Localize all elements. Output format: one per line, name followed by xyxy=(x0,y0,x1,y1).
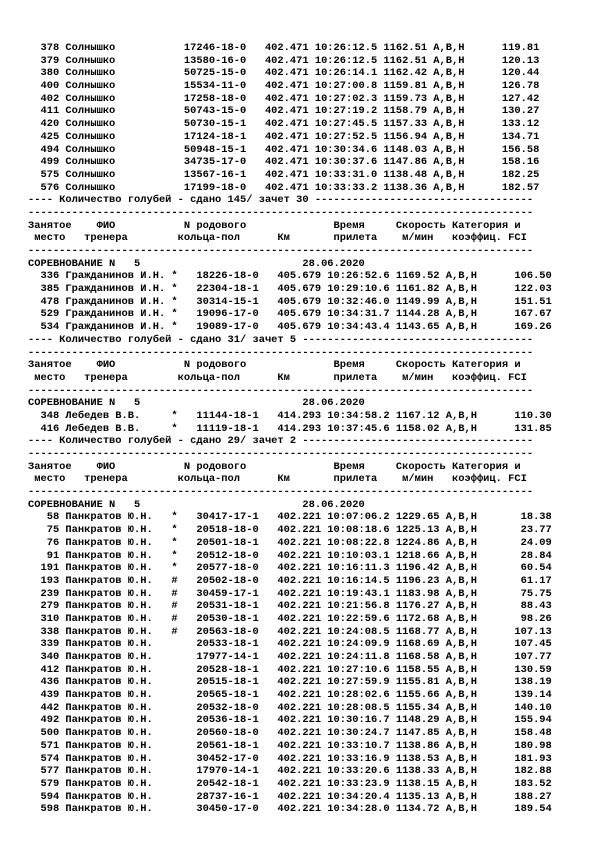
separator-line: --------------------------------------------------------------------------------- xyxy=(28,206,534,219)
result-row: 442 Панкратов Ю.Н. 20532-18-0 402.221 10:28:08.5 1155.34 А,В,Н 140.10 xyxy=(28,701,552,714)
competition-heading: СОРЕВНОВАНИЕ N 5 28.06.2020 xyxy=(28,498,365,511)
result-row: 279 Панкратов Ю.Н. # 20531-18-1 402.221 10:21:56.8 1176.27 А,В,Н 88.43 xyxy=(28,600,552,613)
result-row: 577 Панкратов Ю.Н. 17970-14-1 402.221 10:33:20.6 1138.33 А,В,Н 182.88 xyxy=(28,765,552,778)
result-row: 436 Панкратов Ю.Н. 20515-18-1 402.221 10:27:59.9 1155.81 А,В,Н 138.19 xyxy=(28,676,552,689)
result-row: 571 Панкратов Ю.Н. 20561-18-1 402.221 10:33:10.7 1138.86 А,В,Н 180.98 xyxy=(28,739,552,752)
result-row: 336 Гражданинов И.Н. * 18226-18-0 405.679 10:26:52.6 1169.52 А,В,Н 106.50 xyxy=(28,270,552,283)
separator-line: --------------------------------------------------------------------------------- xyxy=(28,486,534,499)
result-row: 75 Панкратов Ю.Н. * 20518-18-0 402.221 10:08:18.6 1225.13 А,В,Н 23.77 xyxy=(28,524,552,537)
result-row: 338 Панкратов Ю.Н. # 20563-18-0 402.221 10:24:08.5 1168.77 А,В,Н 107.13 xyxy=(28,625,552,638)
result-row: 534 Гражданинов И.Н. * 19089-17-0 405.679 10:34:43.4 1143.65 А,В,Н 169.26 xyxy=(28,321,552,334)
result-row: 576 Солнышко 17199-18-0 402.471 10:33:33.2 1138.36 А,В,Н 182.57 xyxy=(28,181,540,194)
result-row: 500 Панкратов Ю.Н. 20560-18-0 402.221 10:30:24.7 1147.85 А,В,Н 158.48 xyxy=(28,727,552,740)
result-row: 310 Панкратов Ю.Н. # 20530-18-1 402.221 10:22:59.6 1172.68 А,В,Н 98.26 xyxy=(28,612,552,625)
separator-line: --------------------------------------------------------------------------------- xyxy=(28,346,534,359)
result-row: 340 Панкратов Ю.Н. 17977-14-1 402.221 10:24:11.8 1168.58 А,В,Н 107.77 xyxy=(28,651,552,663)
result-row: 193 Панкратов Ю.Н. # 20502-18-0 402.221 10:16:14.5 1196.23 А,В,Н 61.17 xyxy=(28,574,552,587)
table-header-line: место тренера кольца-пол Км прилета м/мин коэффиц. FCI xyxy=(28,473,527,486)
result-row: 425 Солнышко 17124-18-1 402.471 10:27:52.5 1156.94 А,В,Н 134.71 xyxy=(28,130,540,143)
table-header-line: место тренера кольца-пол Км прилета м/мин коэффиц. FCI xyxy=(28,232,527,245)
result-row: 594 Панкратов Ю.Н. 28737-16-1 402.221 10:34:20.4 1135.13 А,В,Н 188.27 xyxy=(28,790,552,803)
result-row: 58 Панкратов Ю.Н. * 30417-17-1 402.221 10:07:06.2 1229.65 А,В,Н 18.38 xyxy=(28,511,552,524)
result-row: 339 Панкратов Ю.Н. 20533-18-1 402.221 10:24:09.9 1168.69 А,В,Н 107.45 xyxy=(28,638,552,651)
result-row: 575 Солнышко 13567-16-1 402.471 10:33:31.0 1138.48 А,В,Н 182.25 xyxy=(28,168,540,181)
result-row: 385 Гражданинов И.Н. * 22304-18-1 405.679 10:29:10.6 1161.82 А,В,Н 122.03 xyxy=(28,283,552,296)
result-row: 191 Панкратов Ю.Н. * 20577-18-0 402.221 10:16:11.3 1196.42 А,В,Н 60.54 xyxy=(28,562,552,575)
table-header-line: Занятое ФИО N родового Время Скорость Категория и xyxy=(28,460,521,473)
result-row: 402 Солнышко 17258-18-0 402.471 10:27:02.3 1159.73 А,В,Н 127.42 xyxy=(28,92,540,105)
result-row: 379 Солнышко 13580-16-0 402.471 10:26:12.5 1162.51 А,В,Н 120.13 xyxy=(28,54,540,67)
summary-line: ---- Количество голубей - сдано 29/ зачет 2 ------------------------------------- xyxy=(28,435,534,448)
result-row: 494 Солнышко 50948-15-1 402.471 10:30:34.6 1148.03 А,В,Н 156.58 xyxy=(28,143,540,156)
result-row: 579 Панкратов Ю.Н. 20542-18-1 402.221 10:33:23.9 1138.15 А,В,Н 183.52 xyxy=(28,777,552,790)
result-row: 492 Панкратов Ю.Н. 20536-18-1 402.221 10:30:16.7 1148.29 А,В,Н 155.94 xyxy=(28,714,552,727)
result-row: 499 Солнышко 34735-17-0 402.471 10:30:37.6 1147.86 А,В,Н 158.16 xyxy=(28,156,540,169)
result-row: 76 Панкратов Ю.Н. * 20501-18-1 402.221 10:08:22.8 1224.86 А,В,Н 24.09 xyxy=(28,536,552,549)
summary-line: ---- Количество голубей - сдано 31/ зачет 5 ------------------------------------- xyxy=(28,333,534,346)
result-row: 416 Лебедев В.В. * 11119-18-1 414.293 10:37:45.6 1158.02 А,В,Н 131.85 xyxy=(28,422,552,435)
result-row: 574 Панкратов Ю.Н. 30452-17-0 402.221 10:33:16.9 1138.53 А,В,Н 181.93 xyxy=(28,752,552,765)
result-row: 439 Панкратов Ю.Н. 20565-18-1 402.221 10:28:02.6 1155.66 А,В,Н 139.14 xyxy=(28,689,552,702)
result-row: 420 Солнышко 50730-15-1 402.471 10:27:45.5 1157.33 А,В,Н 133.12 xyxy=(28,118,540,131)
separator-line: --------------------------------------------------------------------------------- xyxy=(28,448,534,460)
result-row: 91 Панкратов Ю.Н. * 20512-18-0 402.221 10:10:03.1 1218.66 А,В,Н 28.84 xyxy=(28,549,552,562)
result-row: 478 Гражданинов И.Н. * 30314-15-1 405.679 10:32:46.0 1149.99 А,В,Н 151.51 xyxy=(28,295,552,308)
result-row: 378 Солнышко 17246-18-0 402.471 10:26:12.5 1162.51 А,В,Н 119.81 xyxy=(28,42,540,54)
competition-heading: СОРЕВНОВАНИЕ N 5 28.06.2020 xyxy=(28,257,365,270)
table-header-line: место тренера кольца-пол Км прилета м/мин коэффиц. FCI xyxy=(28,371,527,384)
result-row: 348 Лебедев В.В. * 11144-18-1 414.293 10:34:58.2 1167.12 А,В,Н 110.30 xyxy=(28,409,552,422)
result-row: 412 Панкратов Ю.Н. 20528-18-1 402.221 10:27:10.6 1158.55 А,В,Н 130.59 xyxy=(28,663,552,676)
separator-line: --------------------------------------------------------------------------------- xyxy=(28,245,534,257)
table-header-line: Занятое ФИО N родового Время Скорость Категория и xyxy=(28,359,521,372)
table-header-line: Занятое ФИО N родового Время Скорость Категория и xyxy=(28,219,521,232)
result-row: 380 Солнышко 50725-15-0 402.471 10:26:14.1 1162.42 А,В,Н 120.44 xyxy=(28,67,540,80)
result-row: 411 Солнышко 50743-15-0 402.471 10:27:19.2 1158.79 А,В,Н 130.27 xyxy=(28,105,540,118)
separator-line: --------------------------------------------------------------------------------- xyxy=(28,384,534,397)
summary-line: ---- Количество голубей - сдано 145/ зачет 30 ----------------------------------- xyxy=(28,194,534,207)
result-row: 529 Гражданинов И.Н. * 19096-17-0 405.679 10:34:31.7 1144.28 А,В,Н 167.67 xyxy=(28,308,552,321)
result-row: 239 Панкратов Ю.Н. # 30459-17-1 402.221 10:19:43.1 1183.98 А,В,Н 75.75 xyxy=(28,587,552,600)
result-row: 598 Панкратов Ю.Н. 30450-17-0 402.221 10:34:28.0 1134.72 А,В,Н 189.54 xyxy=(28,803,552,816)
competition-heading: СОРЕВНОВАНИЕ N 5 28.06.2020 xyxy=(28,397,365,410)
result-row: 400 Солнышко 15534-11-0 402.471 10:27:00.8 1159.81 А,В,Н 126.78 xyxy=(28,80,540,93)
